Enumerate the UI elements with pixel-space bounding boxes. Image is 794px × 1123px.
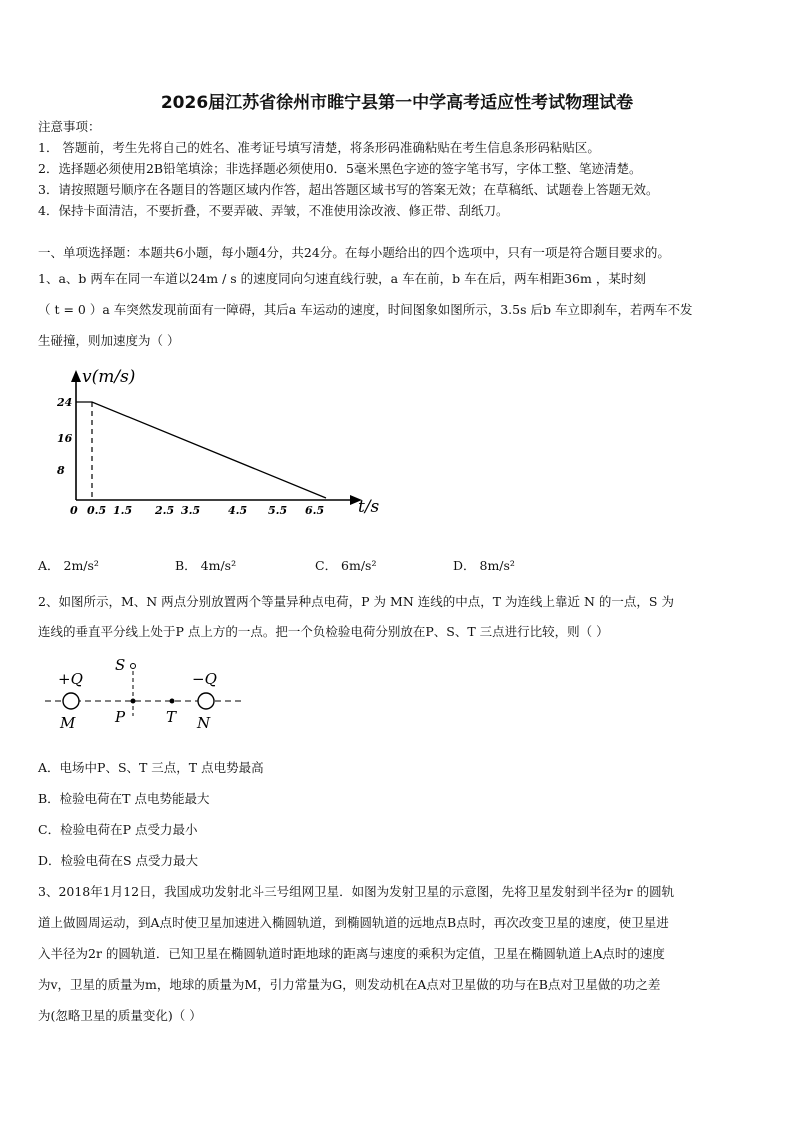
q1-line-3: 生碰撞，则加速度为（ ） [38, 333, 180, 348]
q1-vt-graph [50, 362, 400, 532]
q3-line-5: 为(忽略卫星的质量变化)（ ） [38, 1008, 202, 1023]
q2-option-a: A．电场中P、S、T 三点，T 点电势最高 [38, 760, 264, 775]
label-n: N [197, 714, 211, 732]
charge-m [63, 693, 79, 709]
q2-line-2: 连线的垂直平分线上处于P 点上方的一点。把一个负检验电荷分别放在P、S、T 三点进行比较，则（ ） [38, 624, 609, 639]
notice-item-2: 2．选择题必须使用2B铅笔填涂；非选择题必须使用0．5毫米黑色字迹的签字笔书写，字体工整、笔迹清楚。 [38, 161, 642, 176]
notice-item-3: 3．请按照题号顺序在各题目的答题区域内作答，超出答题区域书写的答案无效；在草稿纸、试题卷上答题无效。 [38, 182, 659, 197]
charge-n [198, 693, 214, 709]
q3-line-3: 入半径为2r 的圆轨道．已知卫星在椭圆轨道时距地球的距离与速度的乘积为定值，卫星在椭圆轨道上A点时的速度 [38, 946, 665, 961]
point-t [170, 699, 175, 704]
point-p [131, 699, 136, 704]
label-s: S [115, 656, 126, 674]
q1-option-d: D． 8m/s² [453, 558, 515, 573]
q2-option-b: B．检验电荷在T 点电势能最大 [38, 791, 210, 806]
x-tick-5-5: 5.5 [268, 504, 288, 517]
y-tick-16: 16 [57, 432, 73, 445]
label-minus-q: −Q [192, 670, 217, 688]
q1-option-b: B． 4m/s² [175, 558, 237, 573]
x-axis-label: t/s [358, 497, 380, 517]
origin-label: 0 [70, 504, 78, 517]
q2-option-d: D．检验电荷在S 点受力最大 [38, 853, 199, 868]
y-tick-8: 8 [57, 464, 65, 477]
q1-line-1: 1、a、b 两车在同一车道以24m / s 的速度同向匀速直线行驶，a 车在前，b 车在后，两车相距36m ，某时刻 [38, 271, 646, 286]
y-tick-24: 24 [57, 396, 73, 409]
section-heading: 一、单项选择题：本题共6小题，每小题4分，共24分。在每小题给出的四个选项中，只有一项是符合题目要求的。 [38, 245, 670, 260]
velocity-line [76, 402, 326, 498]
notice-item-1: 1． 答题前，考生先将自己的姓名、准考证号填写清楚，将条形码准确粘贴在考生信息条形码粘贴区。 [38, 140, 600, 155]
q2-option-c: C．检验电荷在P 点受力最小 [38, 822, 198, 837]
x-tick-6-5: 6.5 [305, 504, 325, 517]
label-t: T [166, 708, 177, 726]
q3-line-2: 道上做圆周运动，到A点时使卫星加速进入椭圆轨道，到椭圆轨道的远地点B点时，再次改变卫星的速度，使卫星进 [38, 915, 669, 930]
y-axis-arrow [71, 370, 81, 382]
q3-line-1: 3、2018年1月12日，我国成功发射北斗三号组网卫星．如图为发射卫星的示意图，先将卫星发射到半径为r 的圆轨 [38, 884, 675, 899]
q1-option-c: C． 6m/s² [315, 558, 377, 573]
q2-charge-diagram [40, 648, 250, 738]
x-tick-2-5: 2.5 [155, 504, 175, 517]
notice-heading: 注意事项： [38, 119, 101, 134]
q2-line-1: 2、如图所示，M、N 两点分别放置两个等量异种点电荷，P 为 MN 连线的中点，T 为连线上靠近 N 的一点，S 为 [38, 594, 674, 609]
q1-line-2: （ t = 0 ）a 车突然发现前面有一障碍，其后a 车运动的速度，时间图象如图所示，3.5s 后b 车立即刹车，若两车不发 [38, 302, 693, 317]
point-s [131, 664, 136, 669]
label-p: P [115, 708, 126, 726]
x-tick-1-5: 1.5 [113, 504, 133, 517]
x-tick-4-5: 4.5 [228, 504, 248, 517]
x-tick-0-5: 0.5 [87, 504, 107, 517]
notice-item-4: 4．保持卡面清洁，不要折叠，不要弄破、弄皱，不准使用涂改液、修正带、刮纸刀。 [38, 203, 509, 218]
label-plus-q: +Q [58, 670, 83, 688]
label-m: M [60, 714, 76, 732]
y-axis-label: v(m/s) [82, 367, 136, 387]
x-tick-3-5: 3.5 [181, 504, 201, 517]
page-title: 2026届江苏省徐州市睢宁县第一中学高考适应性考试物理试卷 [160, 93, 634, 113]
q1-option-a: A． 2m/s² [38, 558, 99, 573]
q3-line-4: 为v，卫星的质量为m，地球的质量为M，引力常量为G，则发动机在A点对卫星做的功与在B点对卫星做的功之差 [38, 977, 661, 992]
